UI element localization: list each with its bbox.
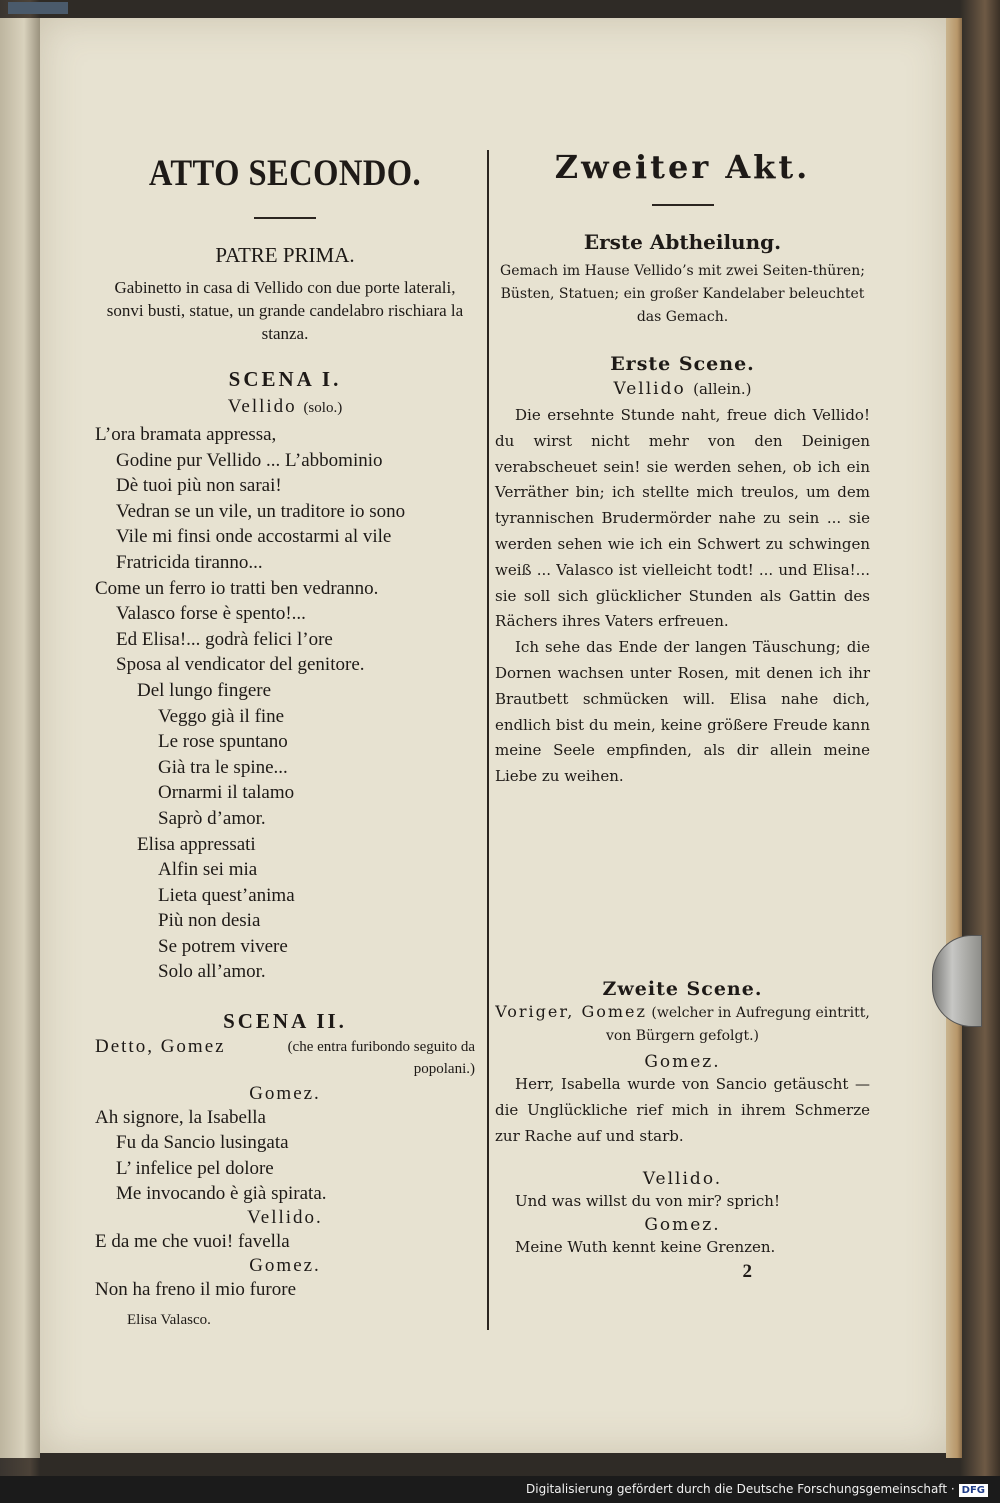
scene1-speaker-italian <box>95 396 475 418</box>
scene2-intro-german <box>495 1000 870 1048</box>
scene1-speaker-german <box>495 379 870 399</box>
scene2-line2-italian: E da me che vuoi! favella <box>95 1231 290 1253</box>
scene2-speaker1-german: Gomez. <box>644 1051 721 1072</box>
verse-line: Alfin sei mia <box>158 859 258 881</box>
paragraph: Herr, Isabella wurde von Sancio getäuscht — die Unglückliche rief mich in ihrem Schmerze zur Rache auf und starb. <box>495 1074 870 1145</box>
verse-line: Più non desia <box>158 910 261 932</box>
german-column <box>495 140 870 1283</box>
scene2-line2-german: Und was willst du von mir? sprich! <box>515 1192 780 1211</box>
page-number: 2 <box>742 1260 752 1282</box>
paragraph: Die ersehnte Stunde naht, freue dich Vellido! du wirst nicht mehr von den Deinigen verabscheuet sein! sie werden sehen, ob ich ein Verräther bin; ich stellte mich treulos, um dem tyrannischen Brudermörder nahe zu sein ... sie werden sehen wie ich ein Schwert zu schwingen weiß ... Valasco ist vielleicht todt! ... und Elisa!... sie soll sich glücklicher Stunden als Gattin des Rächers ihres Vaters erfreuen. <box>495 406 870 631</box>
part-title-italian: PATRE PRIMA. <box>215 243 355 267</box>
speaker-note: (allein.) <box>693 380 752 398</box>
scan-marker <box>8 2 68 14</box>
scene2-heading-italian: SCENA II. <box>223 1009 347 1034</box>
verse-line: Dè tuoi più non sarai! <box>116 475 282 497</box>
verse-line: Elisa appressati <box>137 833 256 855</box>
title-rule <box>254 217 316 219</box>
verse-line: Fratricida tiranno... <box>116 551 263 573</box>
paragraph: Ich sehe das Ende der langen Täuschung; die Dornen wachsen unter Rosen, mit denen ich ihr Brautbett schmücken will. Elisa nahe dich, endlich bist du mein, keine größere Freude kann meine Seele empfinden, als dir allein meine Liebe zu weihen. <box>495 638 870 786</box>
intro-names: Voriger, Gomez <box>495 1001 647 1021</box>
act-title-italian: ATTO SECONDO. <box>148 153 422 194</box>
page-stack-edge <box>946 18 962 1458</box>
scene1-heading-german: Erste Scene. <box>610 353 755 375</box>
verse-line: Ornarmi il talamo <box>158 782 295 804</box>
verse-line: Solo all’amor. <box>158 961 266 983</box>
speaker-note: (solo.) <box>303 400 343 416</box>
verse-line: Ah signore, la Isabella <box>95 1106 266 1128</box>
scene2-speaker2-german: Vellido. <box>642 1169 723 1190</box>
verse-line: Le rose spuntano <box>158 731 288 753</box>
title-rule <box>652 204 714 206</box>
scene1-prose-german <box>495 403 870 790</box>
verse-line: Già tra le spine... <box>158 756 288 778</box>
verse-line: Del lungo fingere <box>137 679 272 701</box>
column-divider <box>487 150 489 1330</box>
scene2-stage-direction-italian: (che entra furibondo seguito da popolani.) <box>287 1038 475 1077</box>
scene2-prose-german <box>495 1072 870 1149</box>
speaker-name: Vellido <box>227 396 297 417</box>
act-title-german: Zweiter Akt. <box>554 148 811 186</box>
verse-line: Godine pur Vellido ... L’abbominio <box>116 449 383 471</box>
verse-line: L’ infelice pel dolore <box>116 1157 274 1179</box>
verse-line: Lieta quest’anima <box>158 884 295 906</box>
scene2-speaker3-german: Gomez. <box>644 1215 721 1236</box>
setting-german: Gemach im Hause Vellido’s mit zwei Seiten-thüren; Büsten, Statuen; ein großer Kandelaber beleuchtet das Gemach. <box>500 263 865 325</box>
verse-line: Me invocando è già spirata. <box>116 1183 327 1205</box>
verse-line: Come un ferro io tratti ben vedranno. <box>95 577 379 599</box>
scene2-speaker2-italian: Vellido. <box>247 1207 323 1229</box>
stage-direction: (welcher in Aufregung eintritt, von Bürgern gefolgt.) <box>605 1004 870 1044</box>
intro-names: Detto, Gomez <box>95 1036 226 1058</box>
scene1-heading-italian: SCENA I. <box>228 367 342 391</box>
verse-line: Veggo già il fine <box>158 705 285 727</box>
verse-line: Sposa al vendicator del genitore. <box>116 654 365 676</box>
scene2-speaker1-italian: Gomez. <box>249 1082 321 1104</box>
credit-text: Digitalisierung gefördert durch die Deutsche Forschungsgemeinschaft · <box>526 1482 955 1496</box>
verse-line: Fu da Sancio lusingata <box>116 1132 289 1154</box>
scene2-speaker3-italian: Gomez. <box>249 1254 321 1276</box>
scene2-line3-german: Meine Wuth kennt keine Grenzen. <box>515 1238 776 1257</box>
facing-page-edge <box>0 18 40 1458</box>
dfg-logo: DFG <box>959 1484 988 1497</box>
scene2-verse-italian <box>95 1105 475 1207</box>
footer-credit <box>526 1482 988 1497</box>
verse-line: Valasco forse è spento!... <box>116 603 306 625</box>
verse-line: Vile mi finsi onde accostarmi al vile <box>116 526 392 548</box>
catchword-italian: Elisa Valasco. <box>127 1312 211 1329</box>
verse-line: Saprò d’amor. <box>158 807 266 829</box>
verse-line: Ed Elisa!... godrà felici l’ore <box>116 628 333 650</box>
verse-line: L’ora bramata appressa, <box>95 424 277 445</box>
scene1-verse-italian <box>95 422 475 985</box>
scene2-heading-german: Zweite Scene. <box>602 977 763 1000</box>
italian-column <box>95 140 475 1329</box>
scene2-line3-italian: Non ha freno il mio furore <box>95 1278 297 1300</box>
part-title-german: Erste Abtheilung. <box>583 230 782 254</box>
setting-italian: Gabinetto in casa di Vellido con due porte laterali, sonvi busti, statue, un grande candelabro rischiara la stanza. <box>106 278 464 343</box>
verse-line: Se potrem vivere <box>158 935 288 957</box>
speaker-name: Vellido <box>613 379 686 399</box>
verse-line: Vedran se un vile, un traditore io sono <box>116 500 406 522</box>
